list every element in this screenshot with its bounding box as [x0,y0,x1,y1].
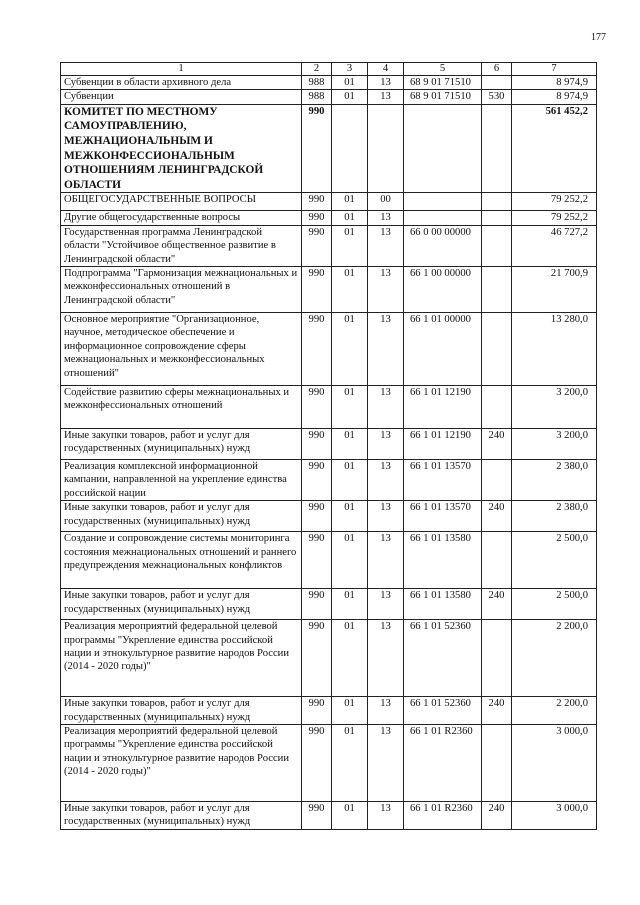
row-name-cell: Содействие развитию сферы межнациональных и межконфессиональных отношений [61,386,302,429]
expense-type-cell [482,460,512,501]
target-article-cell [404,193,482,211]
subsection-code-cell: 13 [368,76,404,90]
ministry-code-cell: 990 [302,386,332,429]
subsection-code-cell: 13 [368,802,404,830]
table-row [61,76,597,90]
amount-cell: 561 452,2 [512,104,597,193]
target-article-cell [404,211,482,225]
section-code-cell: 01 [332,620,368,697]
row-name-cell: Иные закупки товаров, работ и услуг для государственных (муниципальных) нужд [61,802,302,830]
row-name-cell: Субвенции [61,90,302,104]
section-code-cell: 01 [332,589,368,620]
ministry-code-cell: 990 [302,501,332,532]
page-number: 177 [591,32,606,43]
row-name-cell: Реализация мероприятий федеральной целевой программы "Укрепление единства российской нации и этнокультурное развитие народов России (2014 - 2020 годы)" [61,620,302,697]
table-row [61,620,597,697]
header-cell: 2 [302,63,332,76]
expense-type-cell [482,193,512,211]
expense-type-cell [482,104,512,193]
section-code-cell: 01 [332,429,368,460]
amount-cell: 2 200,0 [512,620,597,697]
amount-cell: 2 380,0 [512,501,597,532]
table-row [61,501,597,532]
target-article-cell [404,104,482,193]
target-article-cell: 66 1 01 52360 [404,620,482,697]
target-article-cell: 66 1 01 R2360 [404,725,482,802]
target-article-cell: 68 9 01 71510 [404,76,482,90]
expense-type-cell: 240 [482,802,512,830]
ministry-code-cell: 990 [302,313,332,386]
table-row [61,211,597,225]
table-row [61,267,597,313]
target-article-cell: 66 1 01 R2360 [404,802,482,830]
table-row [61,725,597,802]
subsection-code-cell: 13 [368,532,404,589]
section-code-cell: 01 [332,386,368,429]
subsection-code-cell: 13 [368,90,404,104]
row-name-cell: Создание и сопровождение системы мониторинга состояния межнациональных отношений и раннего предупреждения межнациональных конфликтов [61,532,302,589]
ministry-code-cell: 990 [302,620,332,697]
section-code-cell: 01 [332,697,368,725]
table-row [61,460,597,501]
subsection-code-cell: 00 [368,193,404,211]
target-article-cell: 66 1 01 12190 [404,429,482,460]
ministry-code-cell: 988 [302,90,332,104]
expense-type-cell [482,267,512,313]
row-name-cell: Основное мероприятие "Организационное, научное, методическое обеспечение и информационное сопровождение сферы межнациональных и межконфессиональных отношений" [61,313,302,386]
expense-type-cell [482,386,512,429]
section-code-cell: 01 [332,313,368,386]
subsection-code-cell: 13 [368,386,404,429]
header-cell: 4 [368,63,404,76]
subsection-code-cell: 13 [368,697,404,725]
subsection-code-cell: 13 [368,313,404,386]
amount-cell: 3 200,0 [512,429,597,460]
section-code-cell: 01 [332,460,368,501]
table-row [61,697,597,725]
subsection-code-cell: 13 [368,620,404,697]
row-name-cell: ОБЩЕГОСУДАРСТВЕННЫЕ ВОПРОСЫ [61,193,302,211]
expense-type-cell [482,76,512,90]
ministry-code-cell: 990 [302,225,332,266]
expense-type-cell [482,532,512,589]
table-row [61,589,597,620]
row-name-cell: Иные закупки товаров, работ и услуг для государственных (муниципальных) нужд [61,429,302,460]
amount-cell: 2 500,0 [512,532,597,589]
table-row [61,802,597,830]
section-code-cell: 01 [332,267,368,313]
target-article-cell: 66 1 01 12190 [404,386,482,429]
target-article-cell: 66 1 01 13580 [404,532,482,589]
ministry-code-cell: 990 [302,460,332,501]
amount-cell: 3 200,0 [512,386,597,429]
amount-cell: 2 380,0 [512,460,597,501]
table-row [61,313,597,386]
ministry-code-cell: 988 [302,76,332,90]
amount-cell: 46 727,2 [512,225,597,266]
header-cell: 1 [61,63,302,76]
section-code-cell: 01 [332,532,368,589]
amount-cell: 3 000,0 [512,725,597,802]
amount-cell: 2 200,0 [512,697,597,725]
header-cell: 5 [404,63,482,76]
ministry-code-cell: 990 [302,267,332,313]
subsection-code-cell [368,104,404,193]
amount-cell: 8 974,9 [512,76,597,90]
ministry-code-cell: 990 [302,725,332,802]
amount-cell: 3 000,0 [512,802,597,830]
expense-type-cell: 240 [482,589,512,620]
section-code-cell: 01 [332,802,368,830]
subsection-code-cell: 13 [368,225,404,266]
target-article-cell: 66 1 01 52360 [404,697,482,725]
header-cell: 6 [482,63,512,76]
expense-type-cell: 240 [482,501,512,532]
table-row [61,429,597,460]
row-name-cell: КОМИТЕТ ПО МЕСТНОМУ САМОУПРАВЛЕНИЮ, МЕЖНАЦИОНАЛЬНЫМ И МЕЖКОНФЕССИОНАЛЬНЫМ ОТНОШЕНИЯМ ЛЕНИНГРАДСКОЙ ОБЛАСТИ [61,104,302,193]
section-code-cell: 01 [332,90,368,104]
header-cell: 7 [512,63,597,76]
row-name-cell: Другие общегосударственные вопросы [61,211,302,225]
row-name-cell: Подпрограмма "Гармонизация межнациональных и межконфессиональных отношений в Ленинградской области" [61,267,302,313]
amount-cell: 8 974,9 [512,90,597,104]
amount-cell: 79 252,2 [512,211,597,225]
ministry-code-cell: 990 [302,532,332,589]
expense-type-cell [482,313,512,386]
row-name-cell: Государственная программа Ленинградской области "Устойчивое общественное развитие в Ленинградской области" [61,225,302,266]
section-code-cell: 01 [332,725,368,802]
table-row [61,225,597,266]
target-article-cell: 66 0 00 00000 [404,225,482,266]
row-name-cell: Иные закупки товаров, работ и услуг для государственных (муниципальных) нужд [61,589,302,620]
amount-cell: 79 252,2 [512,193,597,211]
section-code-cell: 01 [332,76,368,90]
section-code-cell [332,104,368,193]
ministry-code-cell: 990 [302,104,332,193]
expense-type-cell: 240 [482,429,512,460]
target-article-cell: 66 1 00 00000 [404,267,482,313]
target-article-cell: 66 1 01 00000 [404,313,482,386]
ministry-code-cell: 990 [302,211,332,225]
section-code-cell: 01 [332,501,368,532]
budget-table [60,62,597,830]
table-row [61,386,597,429]
expense-type-cell: 240 [482,697,512,725]
row-name-cell: Субвенции в области архивного дела [61,76,302,90]
expense-type-cell [482,725,512,802]
ministry-code-cell: 990 [302,589,332,620]
row-name-cell: Реализация комплексной информационной кампании, направленной на укрепление единства российской нации [61,460,302,501]
target-article-cell: 66 1 01 13570 [404,501,482,532]
subsection-code-cell: 13 [368,501,404,532]
subsection-code-cell: 13 [368,429,404,460]
subsection-code-cell: 13 [368,460,404,501]
subsection-code-cell: 13 [368,589,404,620]
ministry-code-cell: 990 [302,697,332,725]
expense-type-cell [482,225,512,266]
amount-cell: 21 700,9 [512,267,597,313]
expense-type-cell: 530 [482,90,512,104]
target-article-cell: 66 1 01 13580 [404,589,482,620]
target-article-cell: 68 9 01 71510 [404,90,482,104]
table-row [61,532,597,589]
section-code-cell: 01 [332,225,368,266]
subsection-code-cell: 13 [368,211,404,225]
row-name-cell: Иные закупки товаров, работ и услуг для государственных (муниципальных) нужд [61,501,302,532]
subsection-code-cell: 13 [368,725,404,802]
section-code-cell: 01 [332,193,368,211]
table-row [61,90,597,104]
table-row [61,193,597,211]
table-row [61,104,597,193]
header-cell: 3 [332,63,368,76]
ministry-code-cell: 990 [302,429,332,460]
target-article-cell: 66 1 01 13570 [404,460,482,501]
row-name-cell: Иные закупки товаров, работ и услуг для государственных (муниципальных) нужд [61,697,302,725]
header-row [61,63,597,76]
ministry-code-cell: 990 [302,193,332,211]
section-code-cell: 01 [332,211,368,225]
subsection-code-cell: 13 [368,267,404,313]
expense-type-cell [482,620,512,697]
amount-cell: 2 500,0 [512,589,597,620]
expense-type-cell [482,211,512,225]
amount-cell: 13 280,0 [512,313,597,386]
ministry-code-cell: 990 [302,802,332,830]
row-name-cell: Реализация мероприятий федеральной целевой программы "Укрепление единства российской нации и этнокультурное развитие народов России (2014 - 2020 годы)" [61,725,302,802]
